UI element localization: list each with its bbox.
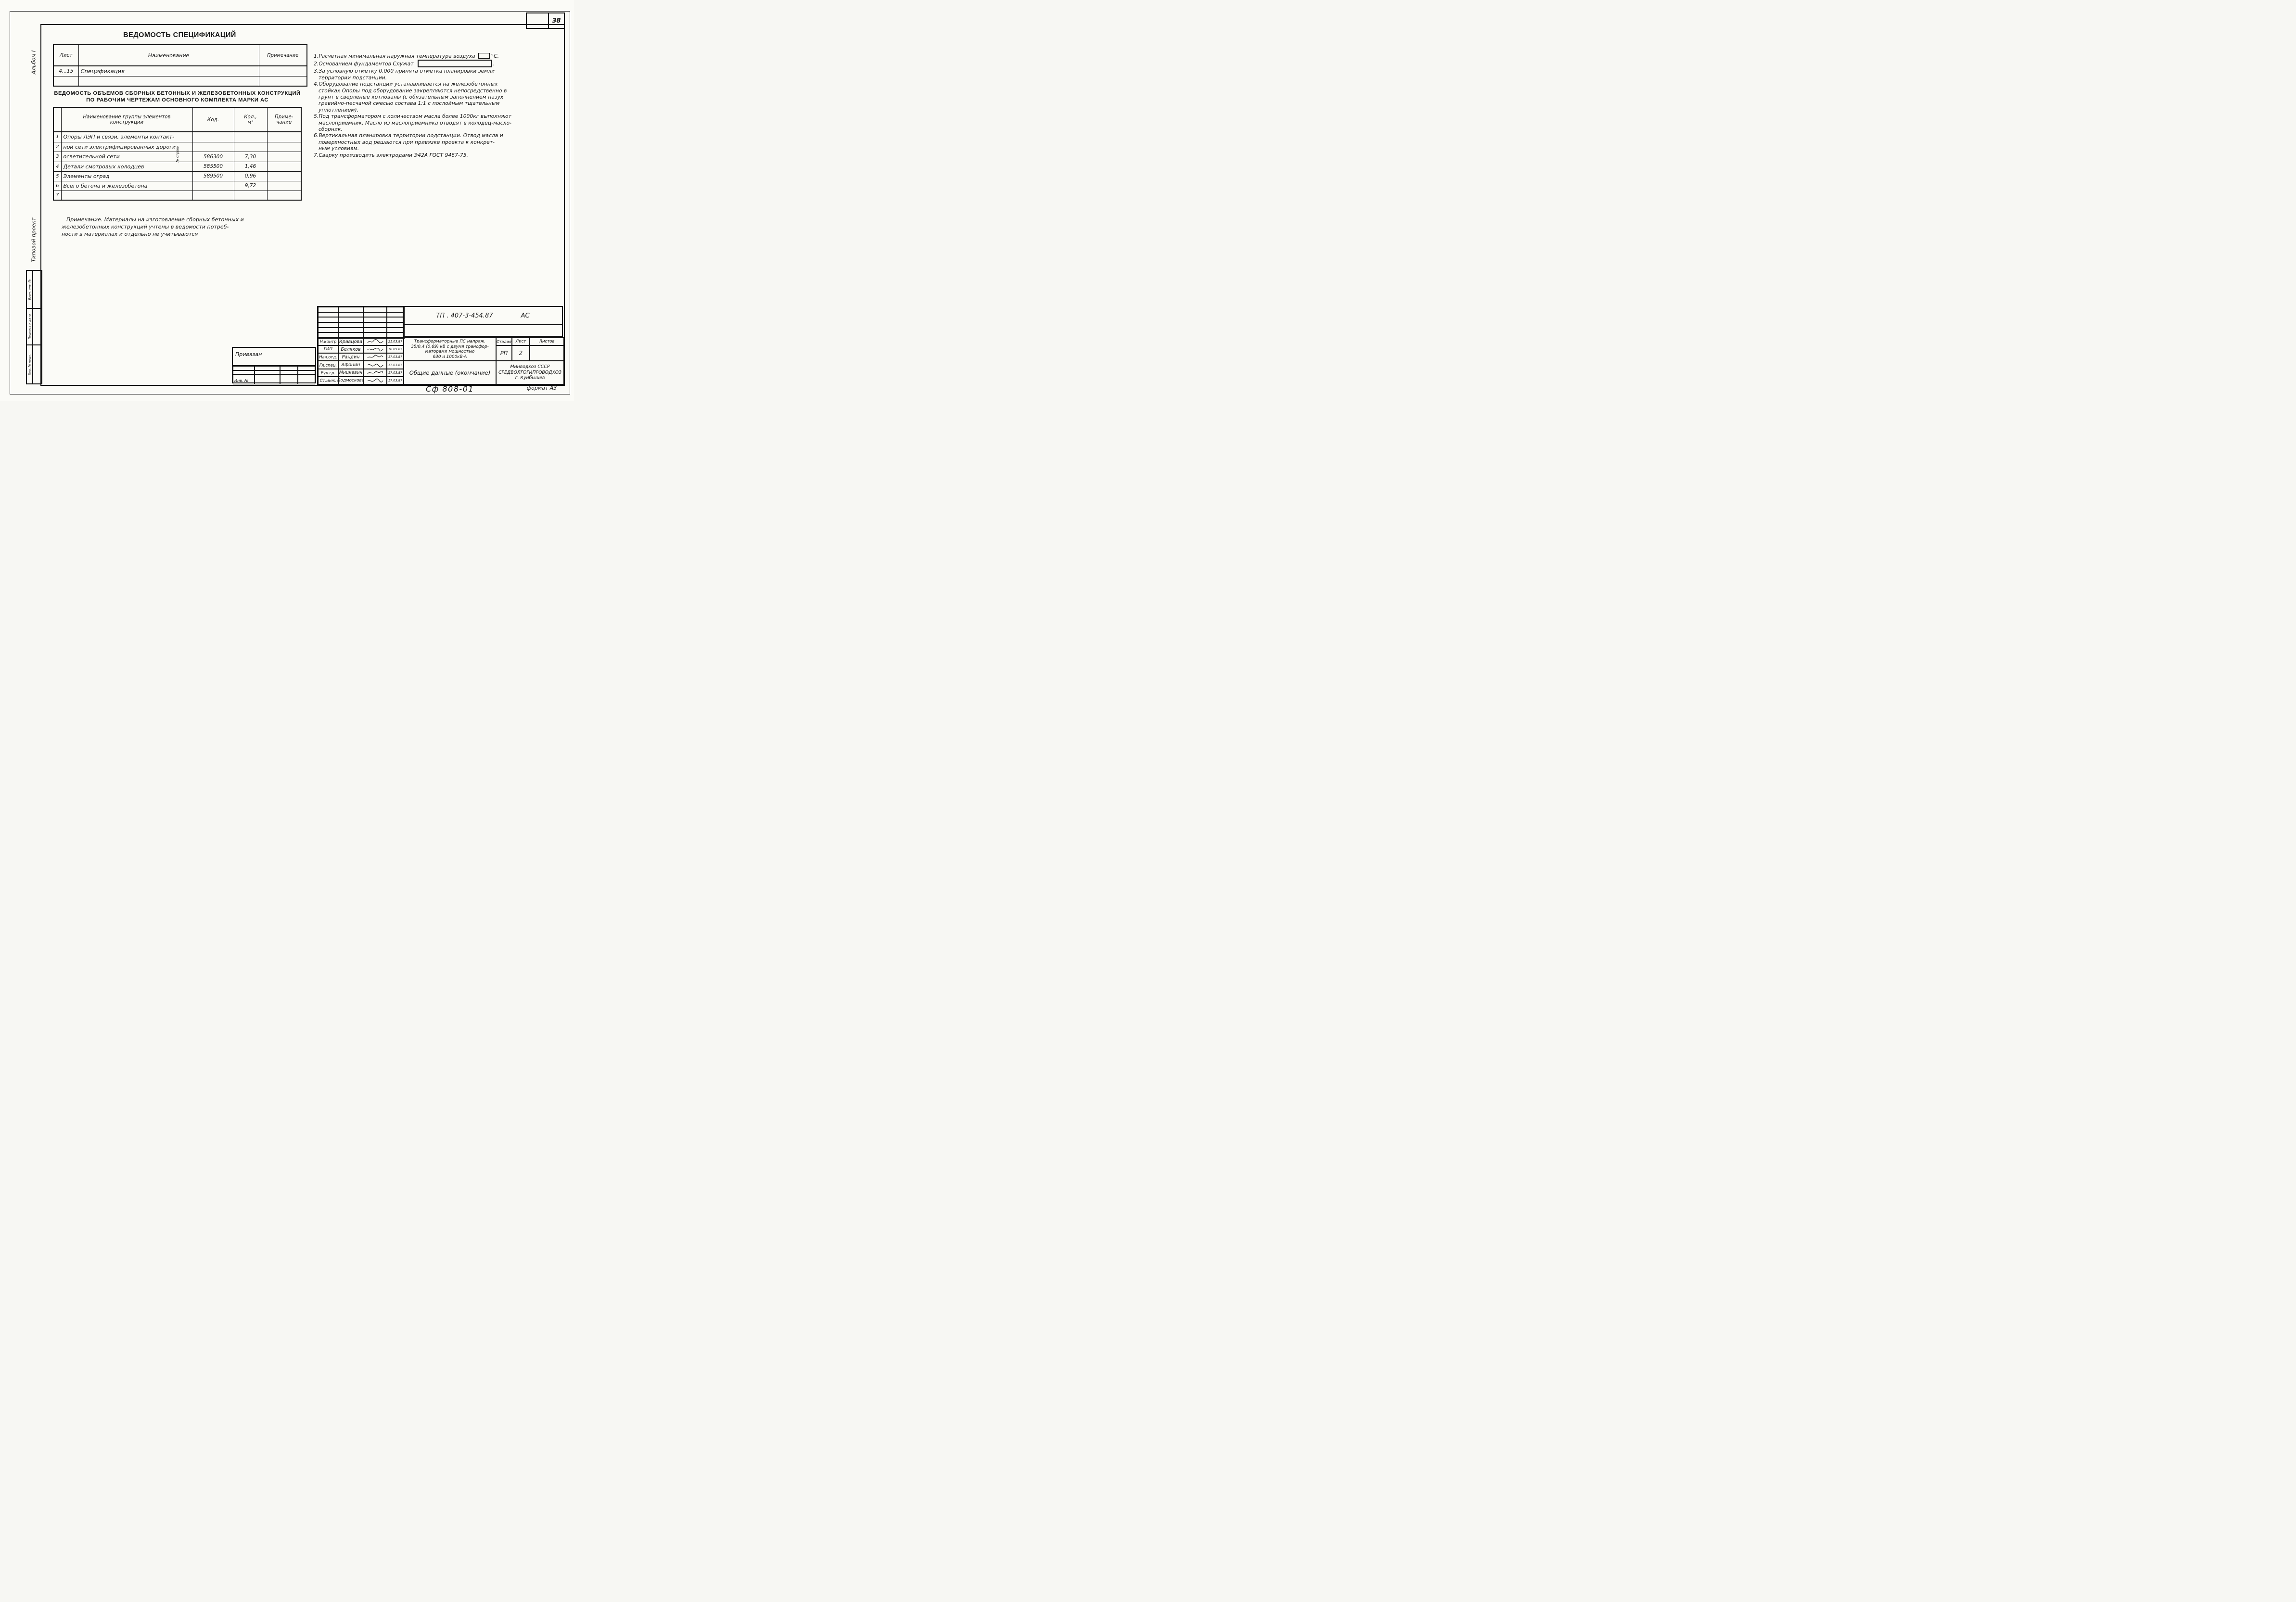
spec-cell-sheet: 4...15 [53, 66, 78, 76]
row-qty: 1,46 [234, 162, 267, 171]
inventory-number-cell [233, 374, 255, 384]
grid-cell [387, 317, 404, 322]
grid-cell [387, 312, 404, 318]
sheet-number-empty-cell [527, 13, 549, 28]
title-block [317, 337, 565, 385]
grid-cell [255, 370, 280, 375]
spec-cell-name: Спецификация [78, 66, 259, 76]
grid-cell [387, 328, 404, 333]
attachment-header-cell [233, 348, 315, 366]
note-text: Расчетная минимальная наружная температура воздуха [319, 53, 475, 59]
grid-cell [298, 366, 315, 370]
signature-icon [367, 339, 384, 344]
row-code: 586300 [192, 152, 234, 162]
volumes-table-title-line1: ВЕДОМОСТЬ ОБЪЕМОВ СБОРНЫХ БЕТОННЫХ И ЖЕЛЕЗОБЕТОННЫХ КОНСТРУКЦИЙ [54, 90, 301, 96]
row-qty: 0,96 [234, 171, 267, 181]
grid-cell [363, 307, 387, 312]
margin-project-type-label [31, 206, 37, 274]
document-code-cell [403, 306, 563, 325]
signer-role: ГИП [318, 345, 338, 353]
grid-cell [233, 366, 255, 370]
signer-role: Рук.гр. [318, 369, 338, 377]
row-code [192, 181, 234, 191]
signature-cell [363, 369, 387, 377]
project-type-text: Типовой проект [30, 217, 37, 262]
note-number: 1. [314, 53, 319, 59]
grid-cell [338, 328, 363, 333]
sheet-value: 2 [512, 345, 530, 361]
note-text-line: стойках Опоры под оборудование закрепляются непосредственно в [319, 88, 507, 94]
note-item-1 [314, 53, 563, 60]
organization-line: СРЕДВОЛГОГИПРОВОДХОЗ [498, 369, 562, 375]
stamp-box-label-text: Подпись и дата [28, 314, 31, 340]
row-number: 7 [53, 191, 61, 200]
document-code-empty-cell [403, 325, 563, 337]
grid-cell [338, 317, 363, 322]
note-number: 7. [314, 152, 319, 158]
signature-date: 17.03.87 [387, 369, 404, 377]
stamp-box-label [26, 270, 33, 308]
grid-cell [363, 312, 387, 318]
blank-value-box [418, 60, 495, 67]
row-number: 4 [53, 162, 61, 171]
project-name-cell [404, 338, 496, 361]
volumes-table [53, 107, 302, 201]
sheets-value [530, 345, 564, 361]
grid-cell [233, 370, 255, 375]
row-qty [234, 142, 267, 152]
stage-label: Стадия [496, 338, 512, 345]
row-name: Опоры ЛЭП и связи, элементы контакт- [61, 132, 192, 142]
stamp-box-empty [33, 270, 42, 308]
signature-cell [363, 377, 387, 384]
signature-cell [363, 361, 387, 369]
note-item-2 [314, 60, 563, 68]
row-qty: 9,72 [234, 181, 267, 191]
stamp-box-label [26, 345, 33, 384]
grid-cell [387, 322, 404, 328]
stamp-box-empty [33, 308, 42, 345]
table-row [53, 181, 301, 191]
note-header-text: Приме-чание [275, 114, 293, 125]
row-code [192, 142, 234, 152]
row-number: 3 [53, 152, 61, 162]
sheet-number: 38 [552, 17, 561, 25]
signature-icon [367, 378, 384, 383]
row-number: 6 [53, 181, 61, 191]
spec-cell-note [259, 76, 307, 86]
stamp-box-label [26, 308, 33, 345]
attachment-block [232, 347, 316, 383]
note-text: За условную отметку 0.000 принята отметка планировки земли [319, 68, 495, 75]
inventory-number-label: Инв. № [234, 379, 249, 383]
row-code [192, 132, 234, 142]
signature-cell [363, 338, 387, 345]
attachment-grid [233, 366, 315, 384]
blank-value-box [478, 53, 490, 59]
qty-header-text: Кол., м³ [244, 114, 257, 125]
grid-cell [338, 312, 363, 318]
note-text-line: ным условиям. [319, 146, 359, 152]
volumes-col-header-name [61, 107, 192, 132]
note-text: Сварку производить электродами Э42А ГОСТ 9467-75. [319, 152, 469, 158]
row-number: 2 [53, 142, 61, 152]
signer-name: Афонин [338, 361, 363, 369]
note-text-line: уплотнением). [319, 107, 359, 113]
paper-format-label: формат А3 [526, 385, 557, 391]
row-qty [234, 191, 267, 200]
note-text: Под трансформатором с количеством масла более 1000кг выполняют [319, 114, 511, 120]
grid-cell [363, 328, 387, 333]
grid-cell [363, 322, 387, 328]
signature-date: 21.03.87 [387, 338, 404, 345]
grid-cell [318, 328, 338, 333]
stamp-box-label-text: Инв. № подл. [28, 354, 31, 375]
note-number: 5. [314, 114, 319, 120]
table-row [53, 171, 301, 181]
row-note [267, 171, 301, 181]
note-text-line: маслоприемник. Масло из маслоприемника отводят в колодец-масло- [319, 120, 512, 126]
note-number: 6. [314, 133, 319, 139]
volumes-col-header-qty [234, 107, 267, 132]
sheet-title-cell: Общие данные (окончание) [404, 361, 496, 384]
row-name: ной сети электрифицированных дороги [61, 142, 192, 152]
spec-col-header-note: Примечание [259, 45, 307, 66]
sheets-label: Листов [530, 338, 564, 345]
table-row [53, 191, 301, 200]
note-item-6 [314, 133, 563, 139]
note-number: 4. [314, 81, 319, 88]
stage-value: РП [496, 345, 512, 361]
project-name-line: маторами мощностью [425, 349, 475, 355]
signer-role: Нач.отд. [318, 353, 338, 361]
project-name-line: 35/0,4 (0,69) кВ с двумя трансфор- [411, 344, 489, 349]
row-note [267, 142, 301, 152]
grid-cell [255, 366, 280, 370]
note-text: . [492, 61, 495, 67]
sheet-label: Лист [512, 338, 530, 345]
note-item-7 [314, 153, 563, 159]
signature-icon [367, 362, 384, 368]
volumes-col-header-code: Код. [192, 107, 234, 132]
margin-stamp-boxes [26, 270, 42, 384]
grid-cell [338, 322, 363, 328]
row-name: Элементы оград [61, 171, 192, 181]
note-item-5 [314, 114, 563, 120]
grid-cell [318, 317, 338, 322]
signature-date: 17.03.87 [387, 377, 404, 384]
spec-cell-note [259, 66, 307, 76]
footnote-line: железобетонных конструкций учтены в ведомости потреб- [62, 224, 229, 230]
grid-cell [298, 374, 315, 384]
grid-cell [318, 322, 338, 328]
rownum-header-text: № строки [175, 145, 179, 162]
signature-date: 17.03.87 [387, 353, 404, 361]
album-label-text: Альбом I [30, 50, 37, 75]
row-note [267, 181, 301, 191]
table-row [53, 162, 301, 171]
row-code [192, 191, 234, 200]
project-name-line: Трансформаторные ПС напряж. [414, 339, 486, 344]
row-note [267, 191, 301, 200]
organization-cell [496, 361, 564, 384]
name-header-text: Наименование группы элементов конструкции [83, 114, 171, 125]
spec-table [53, 44, 307, 87]
stamp-box-label-text: Взам. инв. № [28, 279, 31, 300]
table-row [53, 76, 307, 86]
footnote-line: Примечание. Материалы на изготовление сборных бетонных и [66, 216, 244, 223]
signature-date: 10.05.87 [387, 345, 404, 353]
volumes-footnote [62, 216, 317, 238]
signer-name: Рандин [338, 353, 363, 361]
row-number: 5 [53, 171, 61, 181]
note-item-4 [314, 81, 563, 88]
organization-line: г. Куйбышев [515, 375, 545, 381]
grid-cell [255, 374, 280, 384]
note-text-line: территории подстанции. [319, 75, 387, 81]
note-text: Вертикальная планировка территории подстанции. Отвод масла и [319, 133, 503, 139]
grid-cell [280, 366, 298, 370]
grid-cell [280, 370, 298, 375]
note-text: °С. [491, 53, 499, 59]
signer-name: Подмоскова [338, 377, 363, 384]
signature-cell [363, 345, 387, 353]
note-text: Основанием фундаментов Служат [319, 61, 414, 67]
grid-cell [318, 307, 338, 312]
signer-name: Мицкевич [338, 369, 363, 377]
attachment-label: Привязан [235, 351, 262, 357]
archive-stamp-code: Сф 808-01 [425, 384, 474, 394]
grid-cell [318, 312, 338, 318]
drawing-sheet [0, 0, 574, 401]
signature-icon [367, 346, 384, 352]
signer-role: Ст.инж. [318, 377, 338, 384]
row-name: Всего бетона и железобетона [61, 181, 192, 191]
stamp-box-empty [33, 345, 42, 384]
signer-name: Кравцова [338, 338, 363, 345]
row-qty [234, 132, 267, 142]
grid-cell [280, 374, 298, 384]
row-qty: 7,30 [234, 152, 267, 162]
note-text-line: гравийно-песчаной смесью состава 1:1 с послойным тщательным [319, 101, 500, 107]
row-note [267, 132, 301, 142]
spec-cell-name [78, 76, 259, 86]
grid-cell [387, 307, 404, 312]
signature-icon [367, 354, 384, 360]
signer-role: Гл.спец. [318, 361, 338, 369]
spec-table-title: ВЕДОМОСТЬ СПЕЦИФИКАЦИЙ [123, 31, 236, 39]
sheet-number-box [526, 13, 565, 29]
grid-cell [363, 317, 387, 322]
note-number: 3. [314, 68, 319, 75]
spec-col-header-sheet: Лист [53, 45, 78, 66]
table-row [53, 132, 301, 142]
row-name [61, 191, 192, 200]
organization-line: Минводхоз СССР [510, 364, 550, 370]
note-text: Оборудование подстанции устанавливается на железобетонных [319, 81, 498, 88]
mark-code: АС [521, 312, 530, 319]
row-note [267, 152, 301, 162]
row-code: 585500 [192, 162, 234, 171]
footnote-line: ности в материалах и отдельно не учитываются [62, 231, 198, 237]
document-code: ТП . 407-3-454.87 [436, 312, 493, 319]
row-name: Детали смотровых колодцев [61, 162, 192, 171]
row-name: осветительной сети [61, 152, 192, 162]
signer-name: Беляков [338, 345, 363, 353]
row-code: 589500 [192, 171, 234, 181]
approval-grid [317, 306, 405, 339]
grid-cell [298, 370, 315, 375]
grid-cell [338, 307, 363, 312]
signature-cell [363, 353, 387, 361]
row-note [267, 162, 301, 171]
note-text-line: поверхностных вод решаются при привязке проекта к конкрет- [319, 139, 495, 145]
spec-cell-sheet [53, 76, 78, 86]
volumes-col-header-note [267, 107, 301, 132]
margin-album-label [31, 29, 37, 96]
signature-date: 17.03.87 [387, 361, 404, 369]
signature-icon [367, 370, 384, 376]
project-name-line: 630 и 1000кВ·А [433, 354, 467, 359]
signer-role: Н.контр [318, 338, 338, 345]
note-text-line: сборник. [319, 127, 343, 133]
general-notes [314, 53, 563, 159]
note-item-3 [314, 68, 563, 75]
note-number: 2. [314, 61, 319, 67]
volumes-table-title-line2: ПО РАБОЧИМ ЧЕРТЕЖАМ ОСНОВНОГО КОМПЛЕКТА МАРКИ АС [86, 97, 268, 103]
spec-col-header-name: Наименование [78, 45, 259, 66]
row-number: 1 [53, 132, 61, 142]
table-row [53, 66, 307, 76]
note-text-line: грунт в сверленые котлованы (с обязательным заполнением пазух [319, 94, 504, 101]
